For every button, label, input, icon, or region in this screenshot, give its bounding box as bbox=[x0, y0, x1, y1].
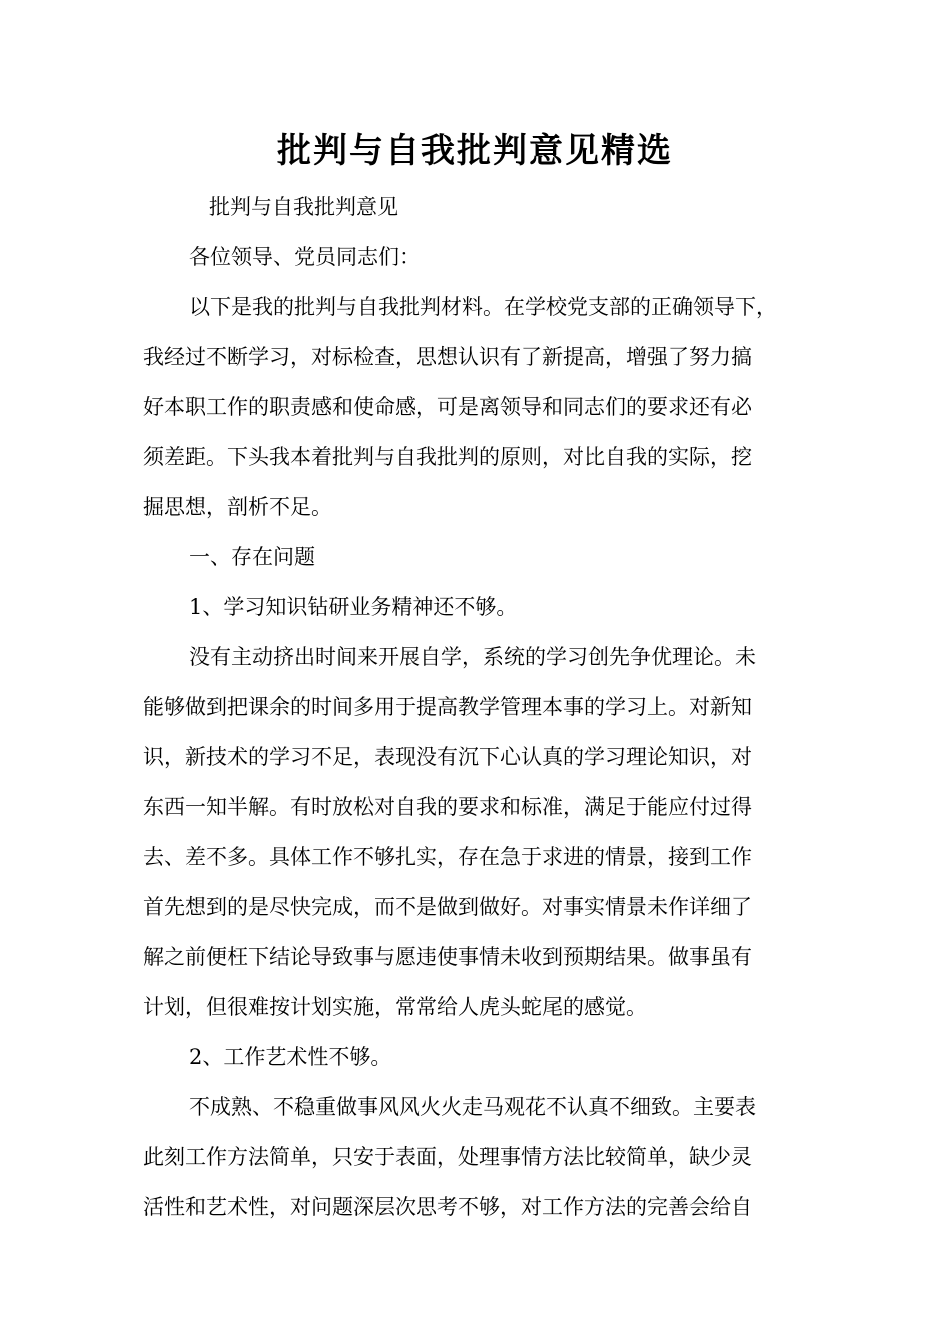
text-line: 不成熟、不稳重做事风风火火走马观花不认真不细致。主要表 bbox=[189, 1095, 756, 1119]
text-line: 好本职工作的职责感和使命感，可是离领导和同志们的要求还有必 bbox=[143, 395, 752, 419]
text-line: 此刻工作方法简单，只安于表面，处理事情方法比较简单，缺少灵 bbox=[143, 1145, 752, 1169]
text-line: 各位领导、党员同志们： bbox=[189, 245, 420, 269]
text-line: 我经过不断学习，对标检查，思想认识有了新提高，增强了努力搞 bbox=[143, 345, 752, 369]
text-line: 首先想到的是尽快完成，而不是做到做好。对事实情景未作详细了 bbox=[143, 895, 752, 919]
text-line: 识，新技术的学习不足，表现没有沉下心认真的学习理论知识，对 bbox=[143, 745, 752, 769]
text-line: 活性和艺术性，对问题深层次思考不够，对工作方法的完善会给自 bbox=[143, 1195, 752, 1219]
text-line: 没有主动挤出时间来开展自学，系统的学习创先争优理论。未 bbox=[189, 645, 756, 669]
text-line: 去、差不多。具体工作不够扎实，存在急于求进的情景，接到工作 bbox=[143, 845, 752, 869]
text-line: 掘思想，剖析不足。 bbox=[143, 495, 332, 519]
text-line: 一、存在问题 bbox=[189, 545, 315, 569]
text-line: 以下是我的批判与自我批判材料。在学校党支部的正确领导下， bbox=[189, 295, 777, 319]
text-line: 1、学习知识钻研业务精神还不够。 bbox=[189, 595, 518, 619]
text-line: 计划，但很难按计划实施，常常给人虎头蛇尾的感觉。 bbox=[143, 995, 647, 1019]
text-line: 能够做到把课余的时间多用于提高教学管理本事的学习上。对新知 bbox=[143, 695, 752, 719]
text-line: 须差距。下头我本着批判与自我批判的原则，对比自我的实际，挖 bbox=[143, 445, 752, 469]
text-line: 批判与自我批判意见 bbox=[209, 195, 398, 219]
text-line: 解之前便枉下结论导致事与愿违使事情未收到预期结果。做事虽有 bbox=[143, 945, 752, 969]
document-title: 批判与自我批判意见精选 bbox=[277, 131, 673, 171]
document-body bbox=[143, 182, 811, 1232]
text-line: 东西一知半解。有时放松对自我的要求和标准，满足于能应付过得 bbox=[143, 795, 752, 819]
text-line: 2、工作艺术性不够。 bbox=[189, 1045, 392, 1069]
